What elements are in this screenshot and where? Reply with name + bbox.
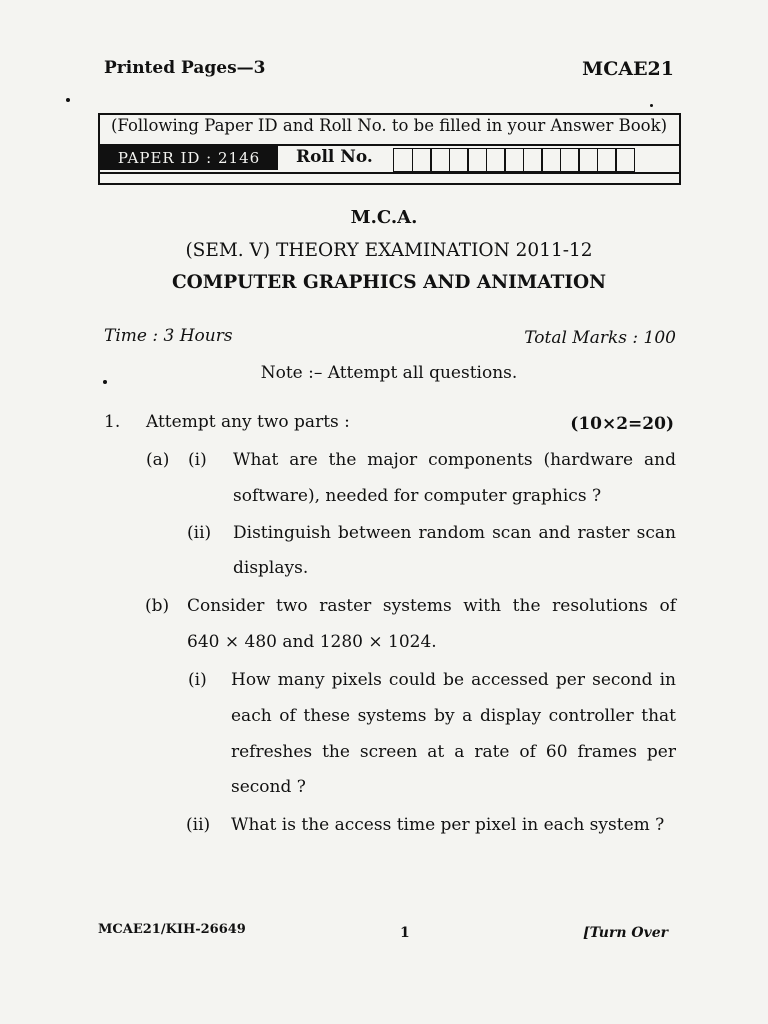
part-b-i-text-cont: second ? bbox=[231, 777, 306, 797]
answer-book-instruction: (Following Paper ID and Roll No. to be filled in your Answer Book) bbox=[110, 116, 668, 135]
roll-no-box bbox=[523, 148, 543, 172]
question-marks: (10×2=20) bbox=[570, 414, 674, 434]
roll-no-label: Roll No. bbox=[296, 147, 373, 167]
time-allowed: Time : 3 Hours bbox=[104, 326, 233, 346]
degree-title: M.C.A. bbox=[350, 207, 418, 228]
part-b-text: Consider two raster systems with the resolutions of bbox=[187, 596, 676, 616]
roll-no-box bbox=[597, 148, 617, 172]
part-a-i-text: What are the major components (hardware and bbox=[233, 450, 676, 470]
page-number: 1 bbox=[400, 925, 410, 941]
part-a-ii-label: (ii) bbox=[187, 523, 212, 543]
subject-title: COMPUTER GRAPHICS AND ANIMATION bbox=[171, 272, 607, 293]
part-b-ii-label: (ii) bbox=[186, 815, 211, 835]
paper-id-label: PAPER ID : 2146 bbox=[100, 146, 278, 170]
roll-no-box bbox=[486, 148, 506, 172]
exam-note: Note :– Attempt all questions. bbox=[260, 363, 518, 383]
roll-no-box bbox=[541, 148, 561, 172]
paper-code: MCAE21 bbox=[582, 58, 674, 80]
roll-no-box bbox=[412, 148, 432, 172]
part-b-i-text-cont: refreshes the screen at a rate of 60 frames per bbox=[231, 742, 676, 762]
roll-no-box bbox=[449, 148, 469, 172]
part-b-resolutions: 640 × 480 and 1280 × 1024. bbox=[187, 632, 437, 652]
part-a-ii-text-cont: displays. bbox=[233, 558, 309, 578]
part-b-i-text-cont: each of these systems by a display controller that bbox=[231, 706, 676, 726]
roll-no-box bbox=[467, 148, 487, 172]
part-a-i-text-cont: software), needed for computer graphics ? bbox=[233, 486, 602, 506]
part-a-label: (a) bbox=[146, 450, 170, 470]
roll-no-box bbox=[504, 148, 524, 172]
part-b-label: (b) bbox=[145, 596, 170, 616]
roll-no-box bbox=[615, 148, 635, 172]
part-a-ii-text: Distinguish between random scan and raster scan bbox=[233, 523, 676, 543]
part-a-i-label: (i) bbox=[188, 450, 207, 470]
roll-no-box bbox=[393, 148, 413, 172]
stray-mark bbox=[650, 104, 653, 107]
total-marks: Total Marks : 100 bbox=[524, 328, 676, 348]
exam-session: (SEM. V) THEORY EXAMINATION 2011-12 bbox=[185, 240, 593, 261]
footer-paper-code: MCAE21/KIH-26649 bbox=[98, 922, 246, 937]
question-instruction: Attempt any two parts : bbox=[146, 412, 350, 432]
roll-no-box bbox=[430, 148, 450, 172]
stray-mark bbox=[66, 98, 70, 102]
part-b-i-label: (i) bbox=[188, 670, 207, 690]
turn-over-label: [Turn Over bbox=[583, 925, 668, 941]
question-number: 1. bbox=[104, 412, 121, 432]
part-b-ii-text: What is the access time per pixel in each system ? bbox=[231, 815, 665, 835]
roll-no-boxes bbox=[393, 148, 634, 172]
part-b-i-text: How many pixels could be accessed per second in bbox=[231, 670, 676, 690]
roll-no-box bbox=[560, 148, 580, 172]
printed-pages-label: Printed Pages—3 bbox=[104, 58, 266, 78]
stray-mark bbox=[103, 380, 107, 384]
roll-no-box bbox=[578, 148, 598, 172]
